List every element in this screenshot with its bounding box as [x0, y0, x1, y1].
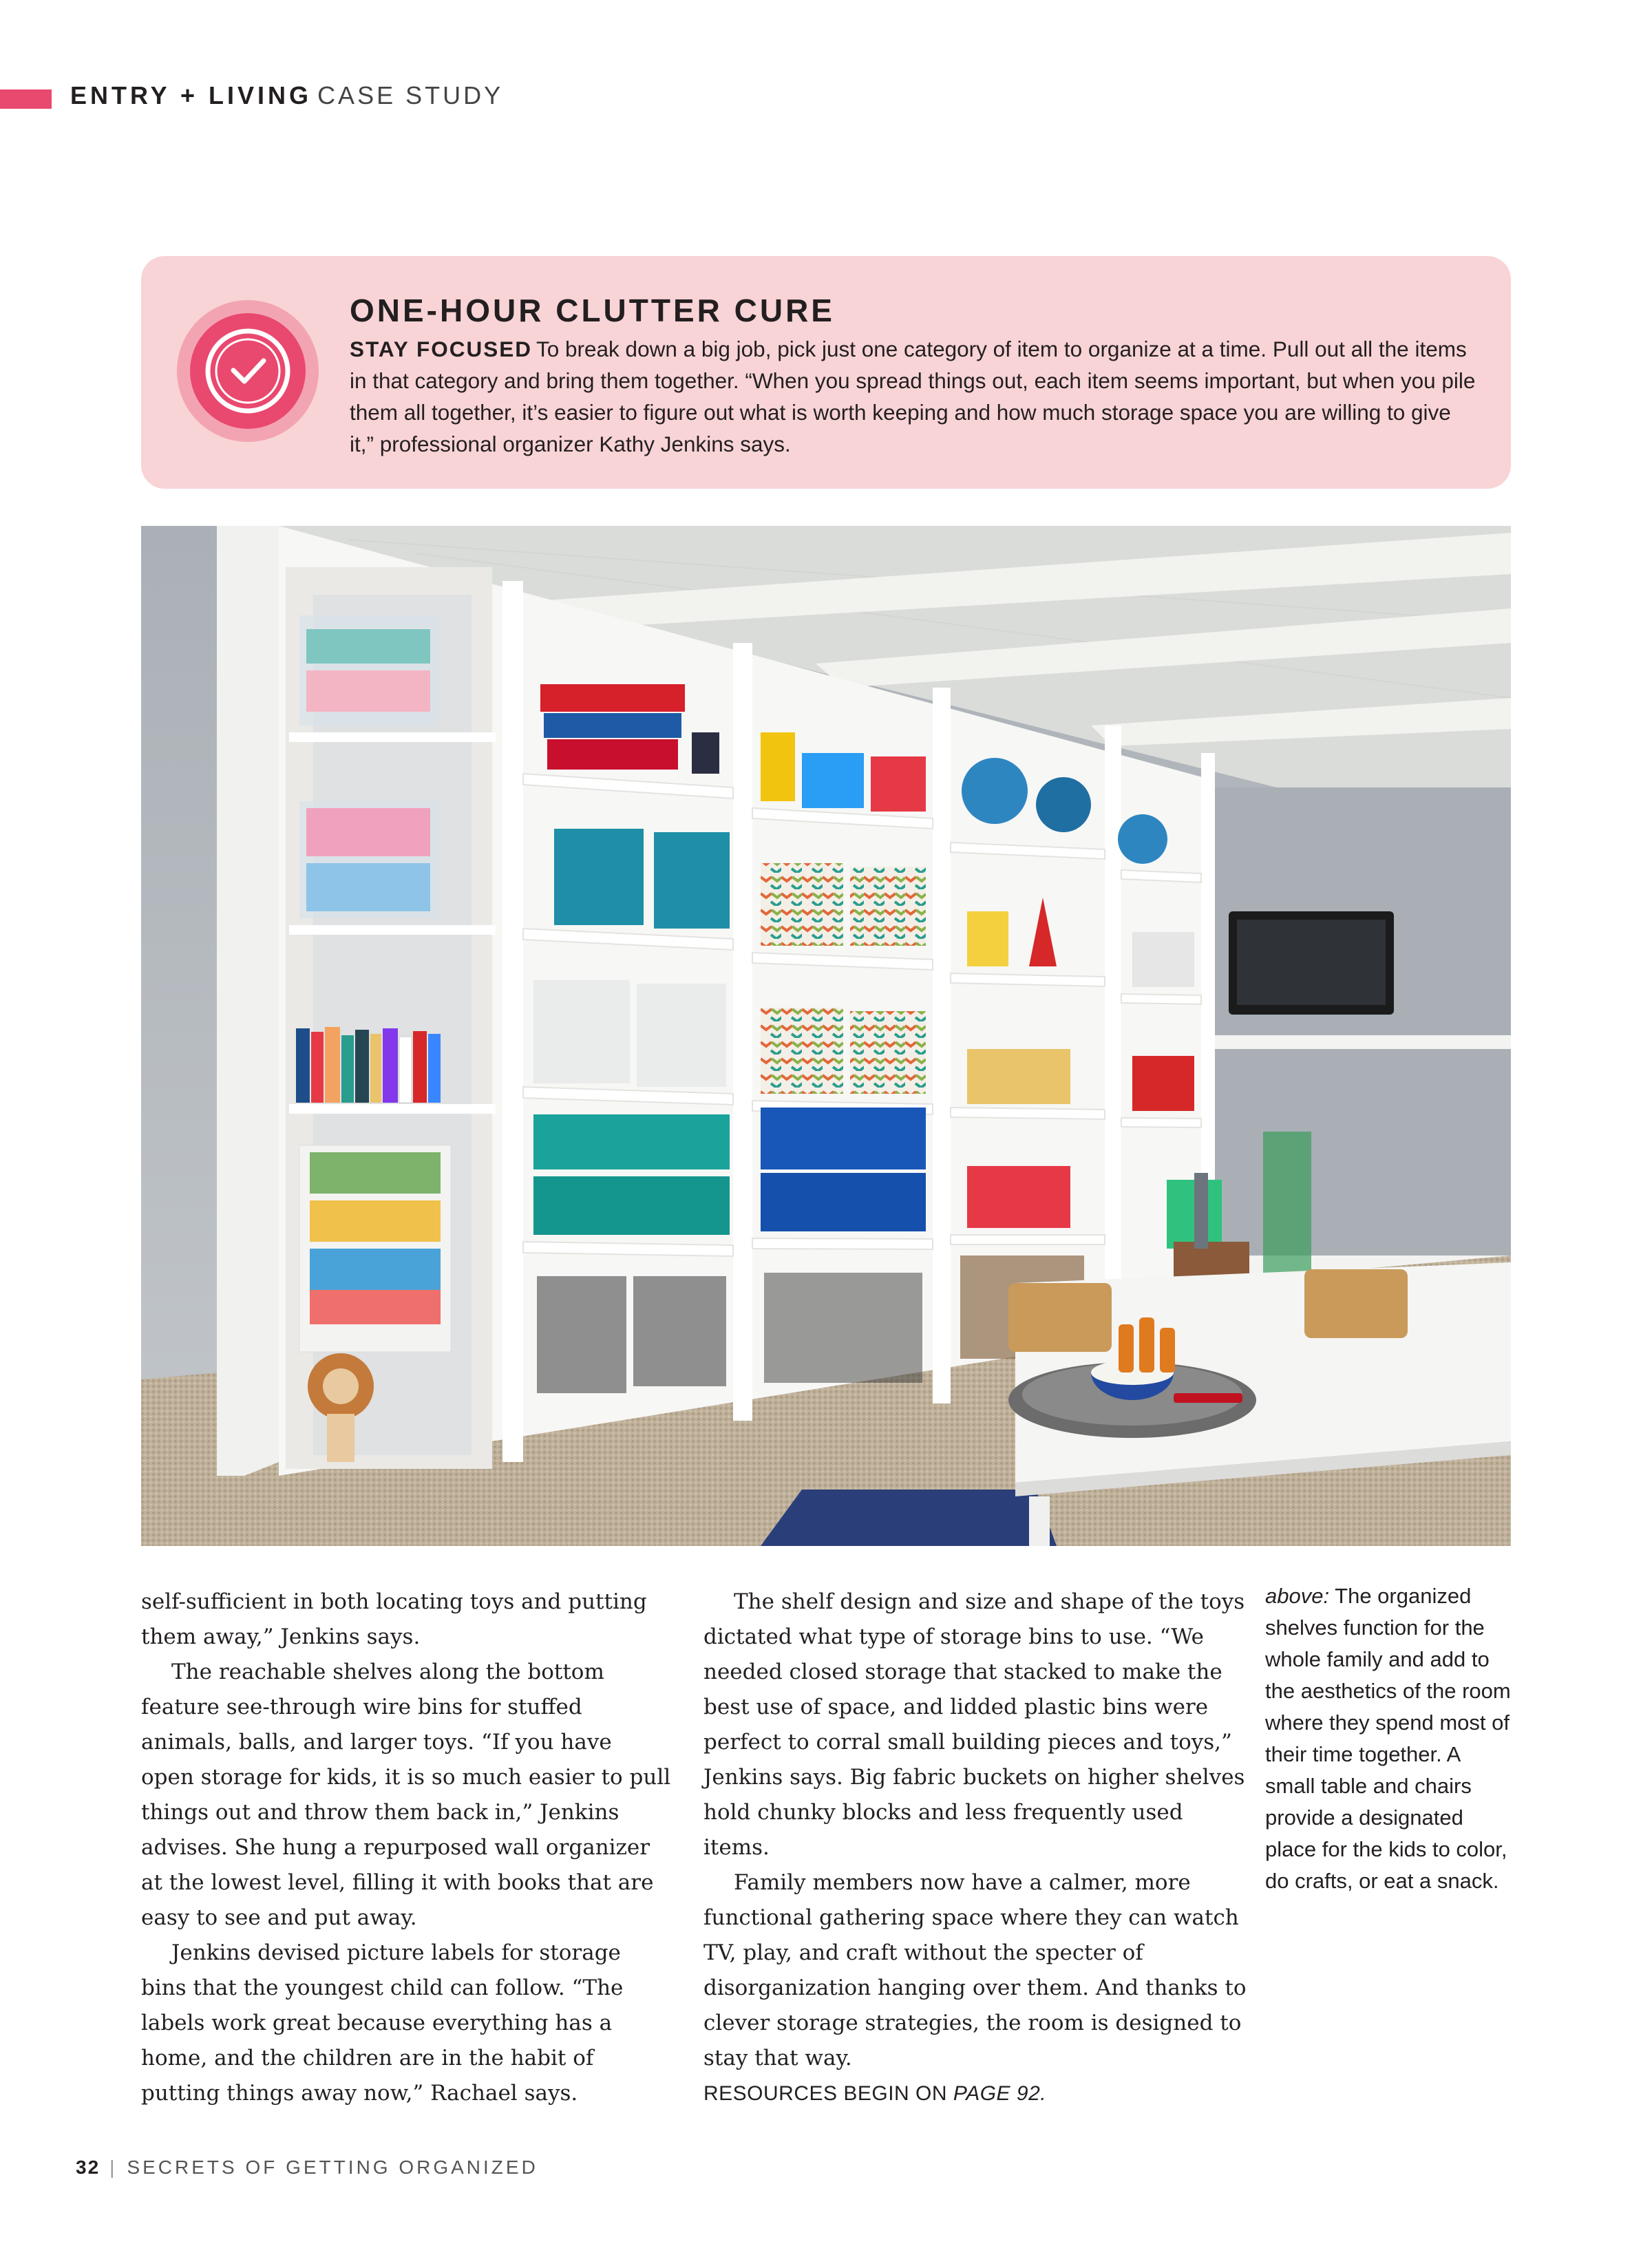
tip-callout-box	[141, 256, 1511, 489]
tip-body	[350, 333, 1479, 460]
tip-lead: STAY FOCUSED	[350, 337, 532, 361]
caption-label: above:	[1265, 1584, 1330, 1608]
clock-badge-icon	[176, 299, 320, 443]
section-header	[70, 81, 503, 110]
page-number: 32	[76, 2157, 100, 2178]
section-name: ENTRY + LIVING	[70, 81, 313, 109]
playroom-shelving-photo	[141, 526, 1511, 1546]
photo-illustration	[141, 526, 1511, 1546]
article-paragraph: Jenkins devised picture labels for storage bins that the youngest child can follow. “The labels work great because everything has a home, and the children are in the habit of putting things away now,” Rachael says.	[141, 1940, 624, 2106]
tip-title: ONE-HOUR CLUTTER CURE	[350, 293, 835, 328]
article-column-2	[703, 1585, 1247, 2111]
page-footer	[76, 2157, 538, 2179]
caption-text: The organized shelves function for the whole family and add to the aesthetics of the room where they spend most of their time together. A small table and chairs provide a designated place for the kids to color, do crafts, or eat a snack.	[1265, 1584, 1511, 1893]
section-subtitle: CASE STUDY	[317, 81, 504, 109]
resources-note	[703, 2076, 1247, 2111]
article-paragraph: The reachable shelves along the bottom feature see-through wire bins for stuffed animals, balls, and larger toys. “If you have open storage for kids, it is so much easier to pull things out and throw them back in,” Jenkins advises. She hung a repurposed wall organizer at the lowest level, filling it with books that are easy to see and put away.	[141, 1660, 671, 1930]
article-column-1	[141, 1585, 671, 2111]
publication-title: SECRETS OF GETTING ORGANIZED	[127, 2157, 538, 2178]
tip-text: To break down a big job, pick just one category of item to organize at a time. Pull out all the items in that category and bring them together. “When you spread things out, each item seems important, but when you pile them all together, it’s easier to figure out what is worth keeping and how much storage space you are willing to give it,” professional organizer Kathy Jenkins says.	[350, 337, 1476, 456]
footer-separator: |	[109, 2157, 118, 2178]
resources-text: RESOURCES BEGIN ON	[703, 2082, 948, 2105]
article-paragraph: The shelf design and size and shape of the toys dictated what type of storage bins to use. “We needed closed storage that stacked to make the best use of space, and lidded plastic bins were perfect to corral small building pieces and toys,” Jenkins says. Big fabric buckets on higher shelves hold chunky blocks and less frequently used items.	[703, 1589, 1245, 1860]
article-paragraph: Family members now have a calmer, more functional gathering space where they can watch TV, play, and craft without the specter of disorganization hanging over them. And thanks to clever storage strategies, the room is designed to stay that way.	[703, 1870, 1247, 2070]
article-paragraph: self-sufficient in both locating toys and putting them away,” Jenkins says.	[141, 1589, 647, 1649]
photo-caption	[1265, 1580, 1513, 1897]
resources-page: PAGE 92.	[953, 2082, 1047, 2105]
header-accent-bar	[0, 89, 52, 109]
book-row	[296, 1027, 441, 1103]
